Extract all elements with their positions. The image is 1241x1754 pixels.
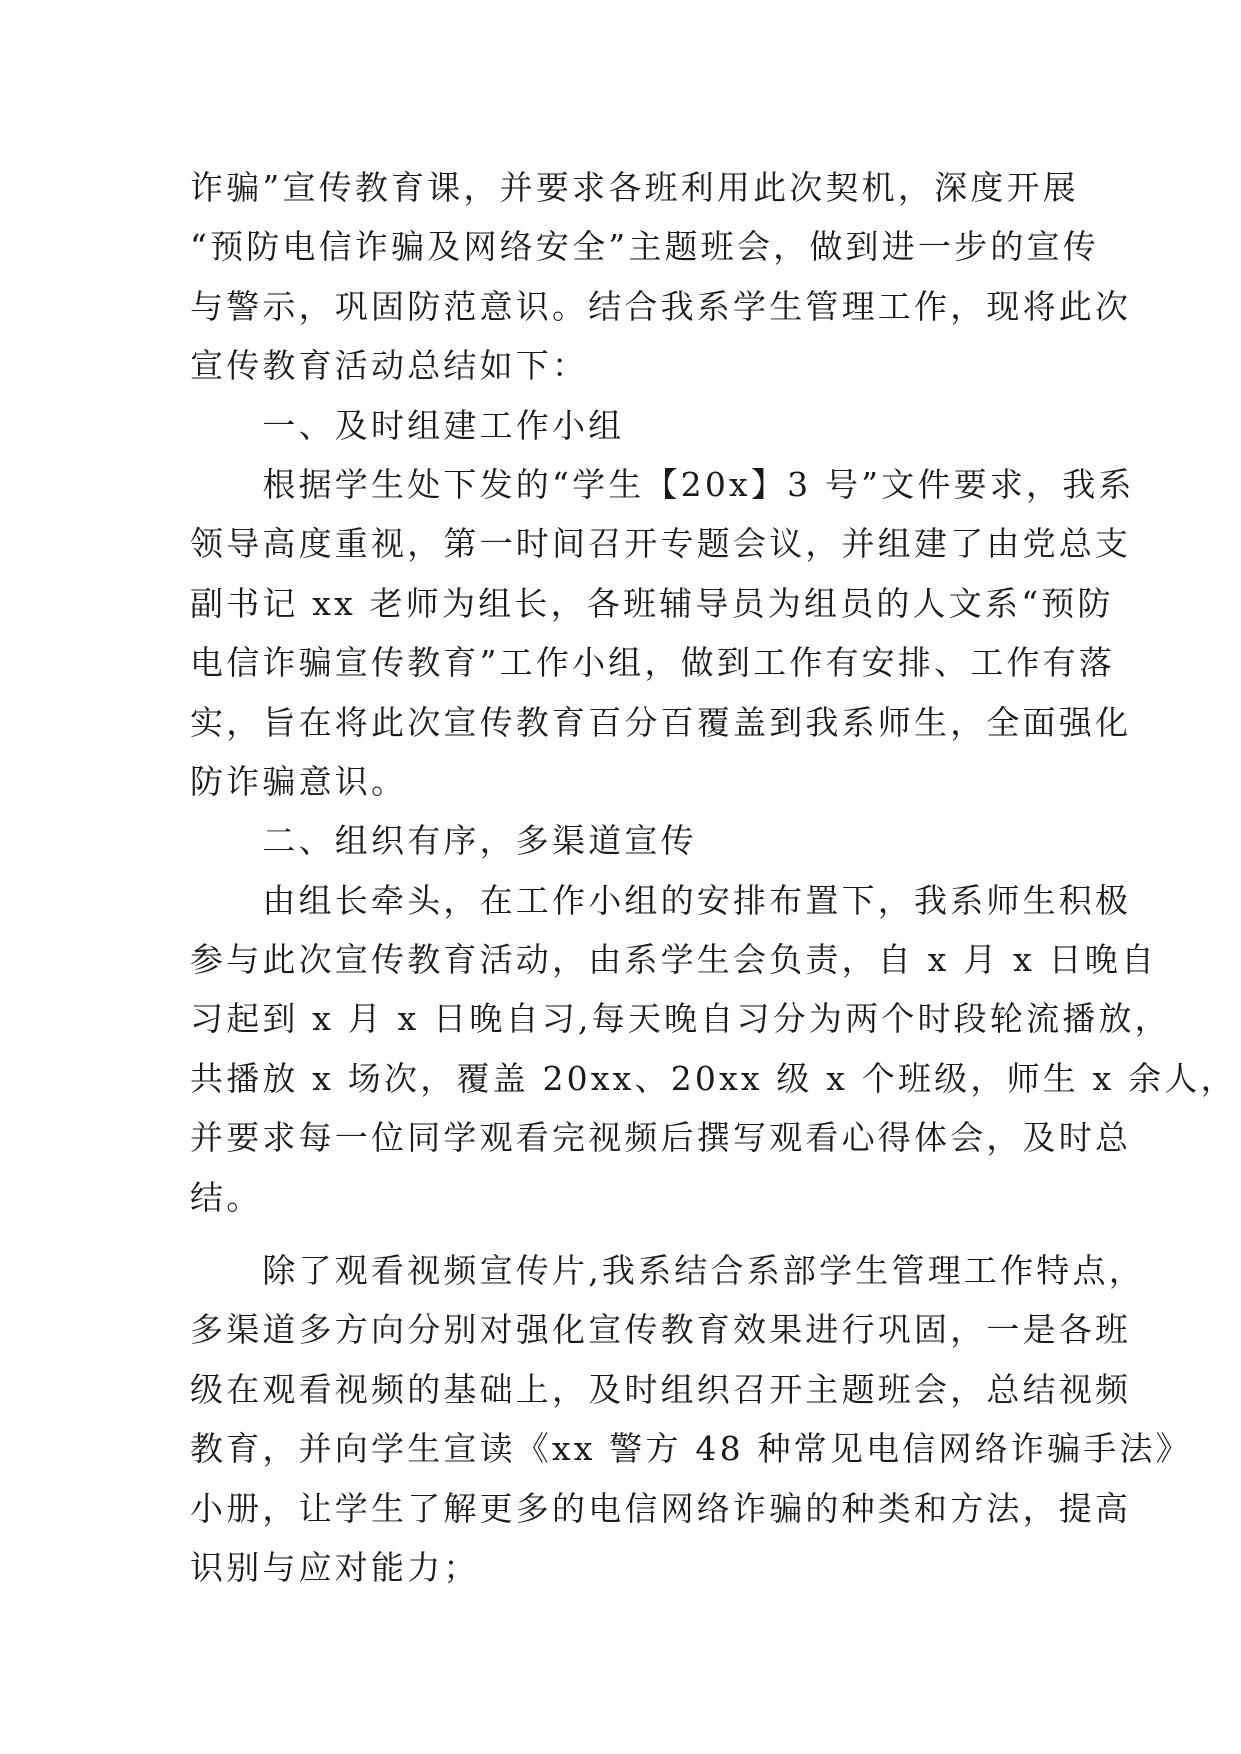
- document-body: [190, 158, 1237, 1597]
- text-line: 实，旨在将此次宣传教育百分百覆盖到我系师生，全面强化: [190, 702, 1132, 742]
- text-line: 识别与应对能力；: [190, 1547, 480, 1587]
- text-line: 副书记 xx 老师为组长，各班辅导员为组员的人文系“预防: [190, 583, 1114, 623]
- text-line: 根据学生处下发的“学生【20x】3 号”文件要求，我系: [190, 464, 1135, 504]
- text-line: 级在观看视频的基础上，及时组织召开主题班会，总结视频: [190, 1369, 1132, 1409]
- text-line: “预防电信诈骗及网络安全”主题班会，做到进一步的宣传: [190, 227, 1099, 267]
- text-line: 电信诈骗宣传教育”工作小组，做到工作有安排、工作有落: [190, 643, 1116, 683]
- text-line: 诈骗”宣传教育课，并要求各班利用此次契机，深度开展: [190, 168, 1079, 207]
- section-heading: 二、组织有序，多渠道宣传: [190, 821, 697, 861]
- paragraph-gap: [190, 1227, 1052, 1241]
- text-line: 领导高度重视，第一时间召开专题会议，并组建了由党总支: [190, 524, 1132, 564]
- text-line: 防诈骗意识。: [190, 761, 408, 801]
- text-line: 结。: [190, 1177, 263, 1217]
- text-line: 多渠道多方向分别对强化宣传教育效果进行巩固，一是各班: [190, 1310, 1132, 1350]
- text-line: 共播放 x 场次，覆盖 20xx、20xx 级 x 个班级，师生 x 余人，: [190, 1058, 1237, 1098]
- text-line: 小册，让学生了解更多的电信网络诈骗的种类和方法，提高: [190, 1488, 1132, 1528]
- text-line: 与警示，巩固防范意识。结合我系学生管理工作，现将此次: [190, 286, 1132, 326]
- text-line: 参与此次宣传教育活动，由系学生会负责，自 x 月 x 日晚自: [190, 940, 1158, 980]
- text-line: 习起到 x 月 x 日晚自习,每天晚自习分为两个时段轮流播放，: [190, 999, 1171, 1039]
- text-line: 宣传教育活动总结如下：: [190, 346, 589, 386]
- text-line: 除了观看视频宣传片,我系结合系部学生管理工作特点，: [190, 1251, 1145, 1291]
- text-line: 并要求每一位同学观看完视频后撰写观看心得体会，及时总: [190, 1118, 1132, 1158]
- section-heading: 一、及时组建工作小组: [190, 405, 625, 445]
- text-line: 教育，并向学生宣读《xx 警方 48 种常见电信网络诈骗手法》: [190, 1429, 1192, 1469]
- text-line: 由组长牵头，在工作小组的安排布置下，我系师生积极: [190, 880, 1132, 920]
